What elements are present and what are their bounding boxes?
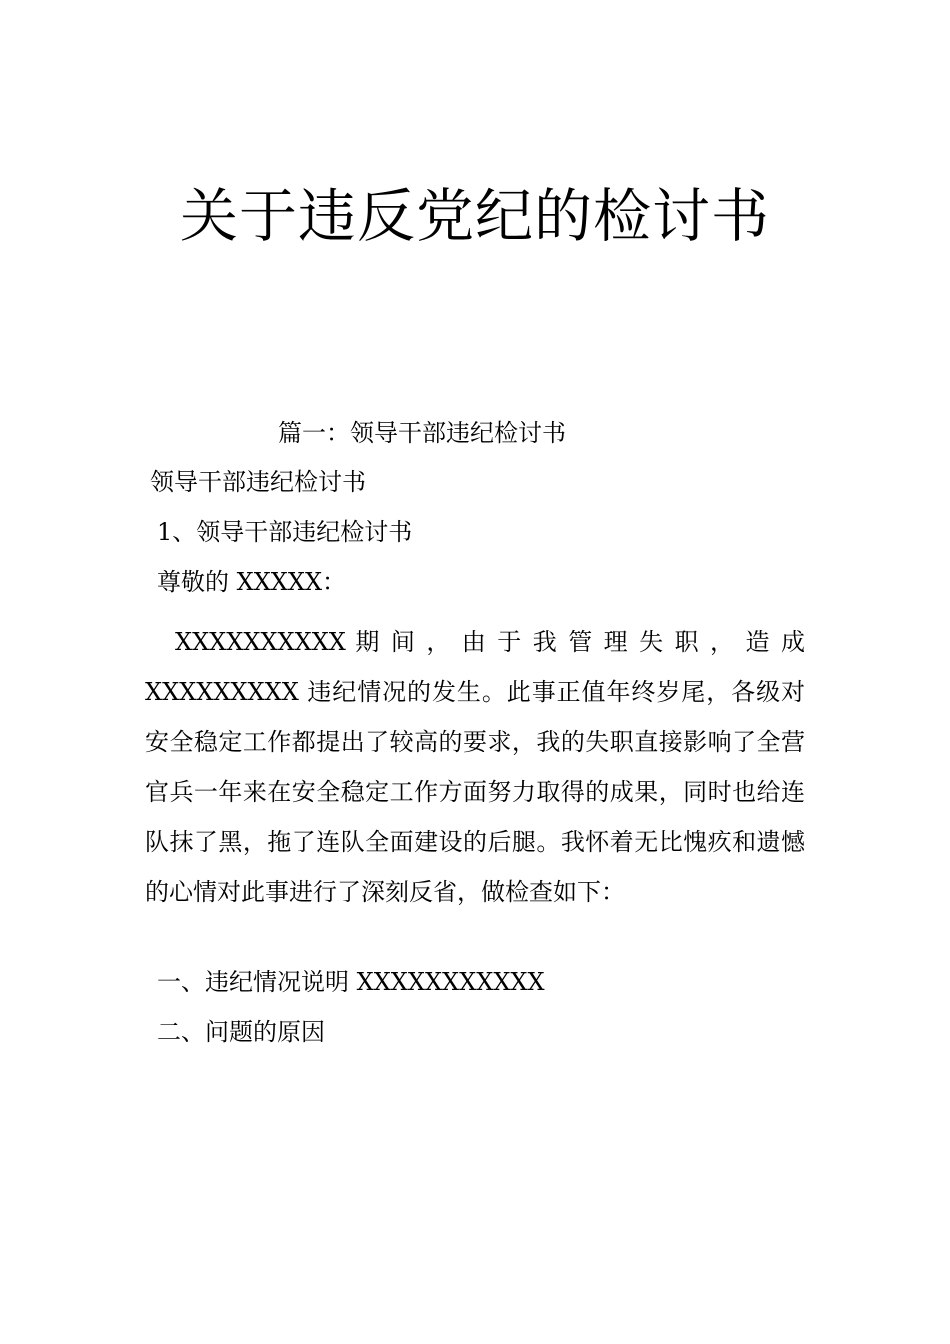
salutation: 尊敬的 XXXXX： [157, 568, 347, 596]
subtitle: 领导干部违纪检讨书 [150, 468, 366, 496]
body-paragraph-first-line: XXXXXXXXXX 期 间 ， 由 于 我 管 理 失 职 ， 造 成 [175, 628, 805, 656]
section-heading: 篇一：领导干部违纪检讨书 [278, 419, 566, 447]
document-title: 关于违反党纪的检讨书 [179, 182, 770, 250]
point-one-heading: 一、违纪情况说明 XXXXXXXXXXX [157, 968, 545, 996]
point-two-heading: 二、问题的原因 [157, 1018, 325, 1046]
item-heading: 1、领导干部违纪检讨书 [157, 518, 413, 546]
body-paragraph-text: XXXXXXXXX 违纪情况的发生。此事正值年终岁尾，各级对安全稳定工作都提出了较高的要求，我的失职直接影响了全营官兵一年来在安全稳定工作方面努力取得的成果，同时也给连队抹了黑，拖了连队全面建设的后腿。我怀着无比愧疚和遗憾的心情对此事进行了深刻反省，做检查如下： [145, 678, 805, 906]
body-paragraph [145, 617, 805, 917]
